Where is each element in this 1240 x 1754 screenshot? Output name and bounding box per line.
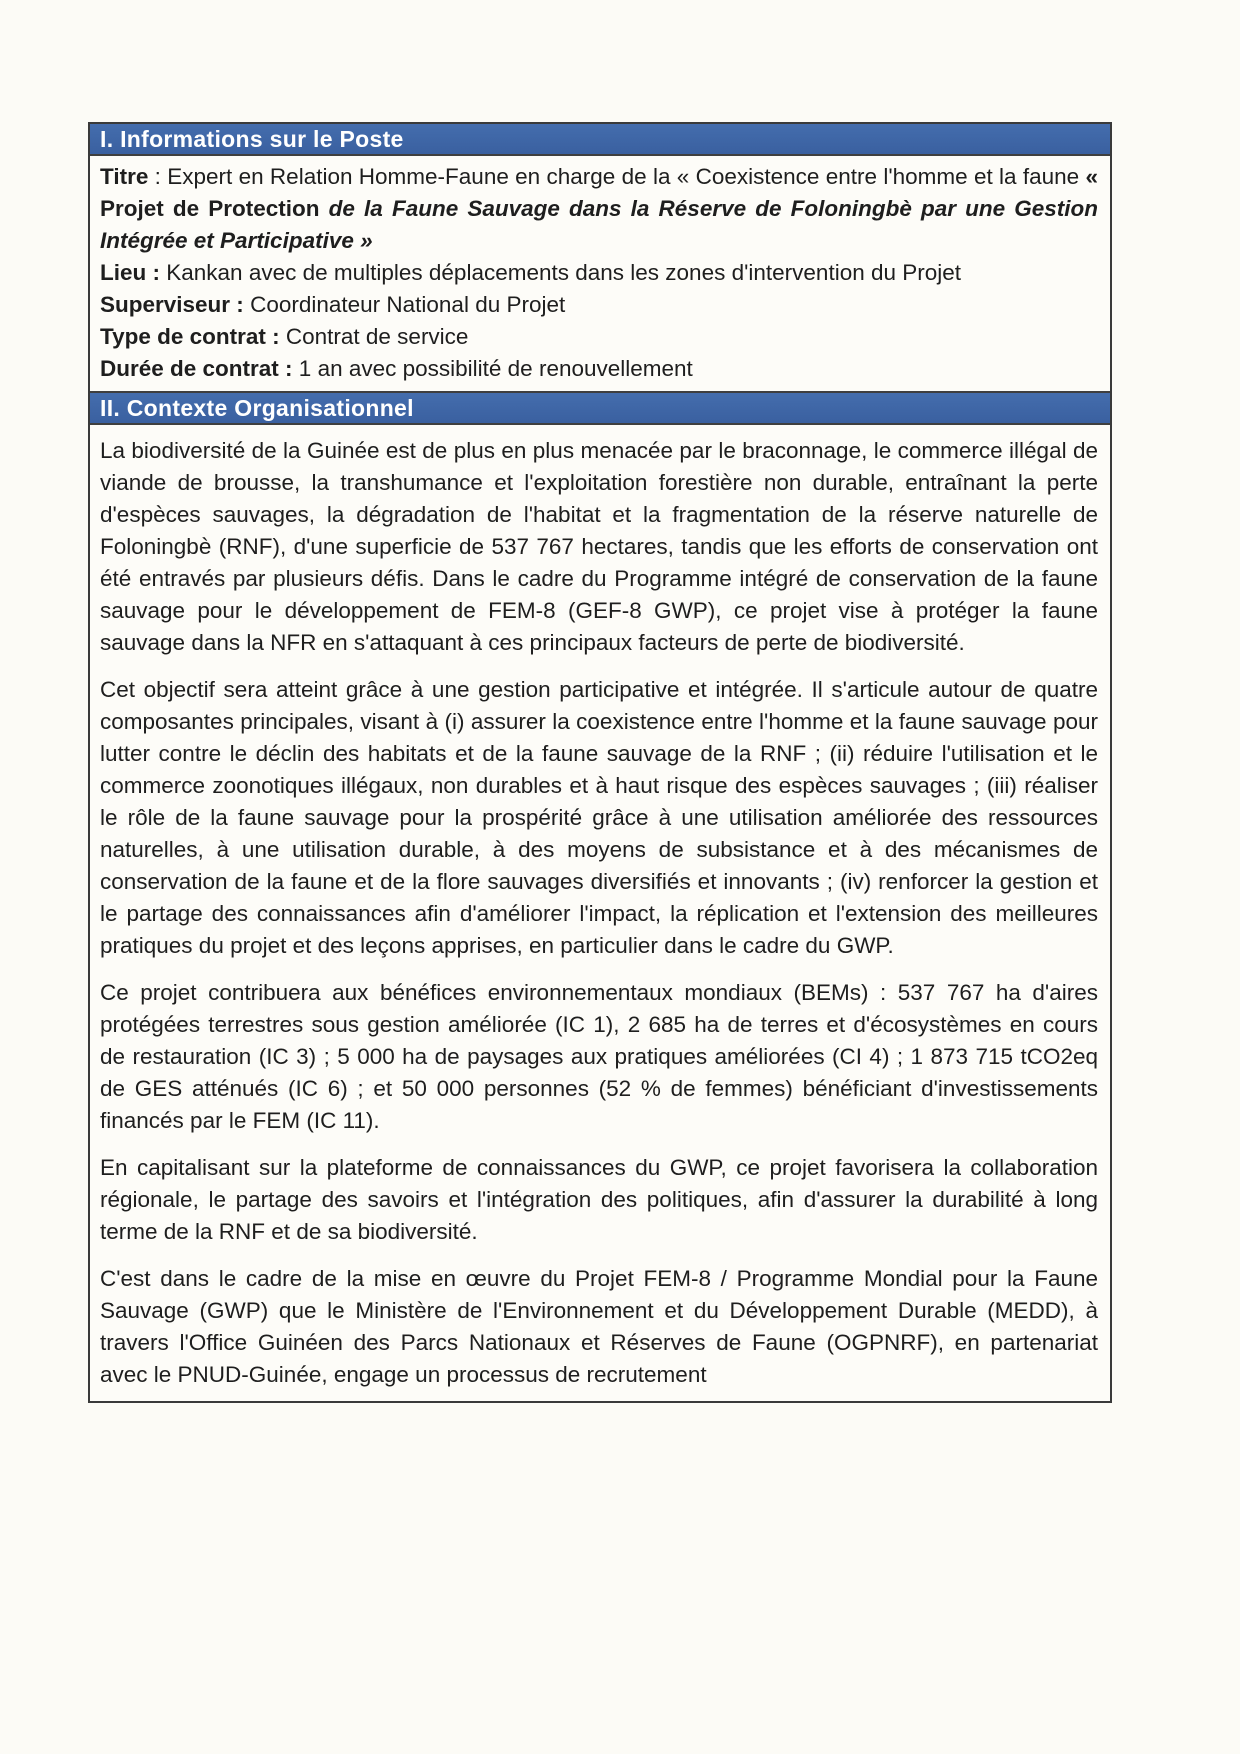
section-heading-contexte-organisationnel: II. Contexte Organisationnel: [90, 391, 1110, 425]
lieu-value: Kankan avec de multiples déplacements dans les zones d'intervention du Projet: [160, 260, 962, 285]
context-paragraph-5: C'est dans le cadre de la mise en œuvre du Projet FEM-8 / Programme Mondial pour la Faune Sauvage (GWP) que le Ministère de l'Environnement et du Développement Durable (MEDD), à travers l'Office Guinéen des Parcs Nationaux et Réserves de Faune (OGPNRF), en partenariat avec le PNUD-Guinée, engage un processus de recrutement: [100, 1266, 1098, 1387]
titre-value-bold: « Projet de Protection: [100, 164, 1098, 221]
field-duree-contrat: [100, 353, 1098, 385]
lieu-label: Lieu :: [100, 260, 160, 285]
duree-contrat-label: Durée de contrat :: [100, 356, 293, 381]
type-contrat-value: Contrat de service: [279, 324, 469, 349]
field-titre: [100, 161, 1098, 257]
job-posting-table: [88, 122, 1112, 1403]
field-superviseur: [100, 289, 1098, 321]
titre-value-normal: Expert en Relation Homme-Faune en charge de la « Coexistence entre l'homme et la faune: [167, 164, 1086, 189]
context-paragraph-1: La biodiversité de la Guinée est de plus en plus menacée par le braconnage, le commerce illégal de viande de brousse, la transhumance et l'exploitation forestière non durable, entraînant la perte d'espèces sauvages, la dégradation de l'habitat et la fragmentation de la réserve naturelle de Foloningbè (RNF), d'une superficie de 537 767 hectares, tandis que les efforts de conservation ont été entravés par plusieurs défis. Dans le cadre du Programme intégré de conservation de la faune sauvage pour le développement de FEM-8 (GEF-8 GWP), ce projet vise à protéger la faune sauvage dans la NFR en s'attaquant à ces principaux facteurs de perte de biodiversité.: [100, 438, 1098, 655]
titre-label: Titre: [100, 164, 149, 189]
titre-separator: :: [148, 164, 168, 189]
context-paragraph-2: Cet objectif sera atteint grâce à une gestion participative et intégrée. Il s'articule autour de quatre composantes principales, visant à (i) assurer la coexistence entre l'homme et la faune sauvage pour lutter contre le déclin des habitats et de la faune sauvage de la RNF ; (ii) réduire l'utilisation et le commerce zoonotiques illégaux, non durables et à haut risque des espèces sauvages ; (iii) réaliser le rôle de la faune sauvage pour la prospérité grâce à une utilisation améliorée des ressources naturelles, à une utilisation durable, à des moyens de subsistance et à des mécanismes de conservation de la faune et de la flore sauvages diversifiés et innovants ; (iv) renforcer la gestion et le partage des connaissances afin d'améliorer l'impact, la réplication et l'extension des meilleures pratiques du projet et des leçons apprises, en particulier dans le cadre du GWP.: [100, 677, 1098, 958]
titre-value-bold-italic: de la Faune Sauvage dans la Réserve de Foloningbè par une Gestion Intégrée et Participative »: [100, 196, 1098, 253]
context-paragraph-3: Ce projet contribuera aux bénéfices environnementaux mondiaux (BEMs) : 537 767 ha d'aires protégées terrestres sous gestion améliorée (IC 1), 2 685 ha de terres et d'écosystèmes en cours de restauration (IC 3) ; 5 000 ha de paysages aux pratiques améliorées (CI 4) ; 1 873 715 tCO2eq de GES atténués (IC 6) ; et 50 000 personnes (52 % de femmes) bénéficiant d'investissements financés par le FEM (IC 11).: [100, 980, 1098, 1133]
context-paragraph-4: En capitalisant sur la plateforme de connaissances du GWP, ce projet favorisera la collaboration régionale, le partage des savoirs et l'intégration des politiques, afin d'assurer la durabilité à long terme de la RNF et de sa biodiversité.: [100, 1155, 1098, 1244]
superviseur-value: Coordinateur National du Projet: [243, 292, 566, 317]
field-type-contrat: [100, 321, 1098, 353]
field-lieu: [100, 257, 1098, 289]
post-information-block: [90, 156, 1110, 391]
organisational-context-block: [90, 425, 1110, 1401]
superviseur-label: Superviseur :: [100, 292, 244, 317]
section-heading-informations-poste: I. Informations sur le Poste: [90, 124, 1110, 156]
duree-contrat-value: 1 an avec possibilité de renouvellement: [292, 356, 693, 381]
type-contrat-label: Type de contrat :: [100, 324, 280, 349]
